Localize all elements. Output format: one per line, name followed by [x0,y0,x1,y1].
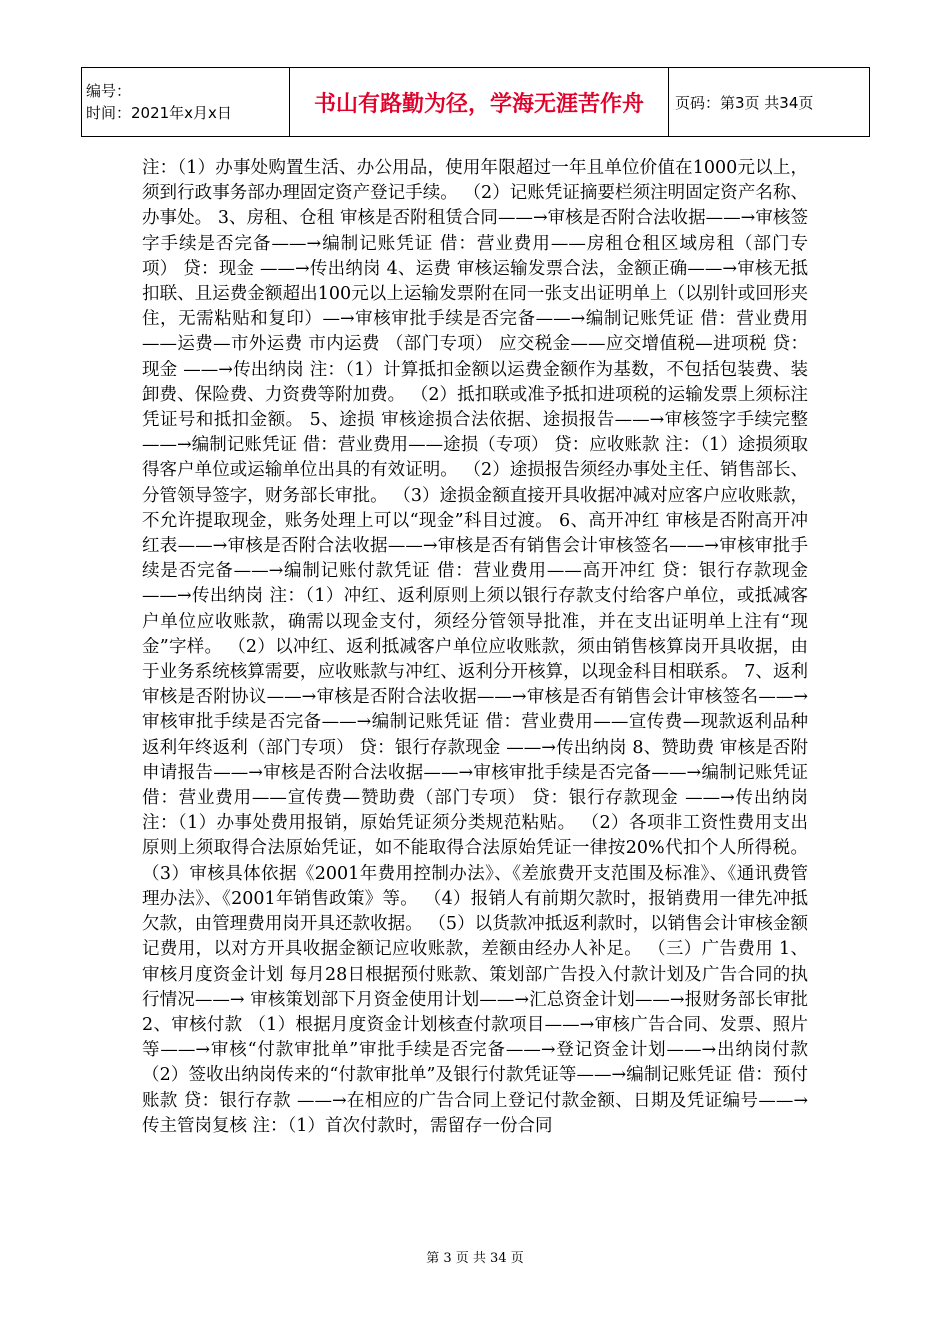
header-page-info: 页码：第3页 共34页 [669,68,870,137]
document-date-label: 时间：2021年x月x日 [86,104,232,122]
document-body-text: 注：（1）办事处购置生活、办公用品，使用年限超过一年且单位价值在1000元以上，须到行政事务部办理固定资产登记手续。 （2）记账凭证摘要栏须注明固定资产名称、办事处。 3、房租、仓租 审核是否附租赁合同——→审核是否附合法收据——→审核签字手续是否完备——→编制记账凭证 借：营业费用——房租仓租区域房租（部门专项） 贷：现金 ——→传出纳岗 4、运费 审核运输发票合法，金额正确——→审核无抵扣联、且运费金额超出100元以上运输发票附在同一张支出证明单上（以别针或回形夹住，无需粘贴和复印）—→审核审批手续是否完备——→编制记账凭证 借：营业费用——运费—市外运费 市内运费 （部门专项） 应交税金——应交增值税—进项税 贷：现金 ——→传出纳岗 注：（1）计算抵扣金额以运费金额作为基数，不包括包装费、装卸费、保险费、力资费等附加费。 （2）抵扣联或准予抵扣进项税的运输发票上须标注凭证号和抵扣金额。 5、途损 审核途损合法依据、途损报告——→审核签字手续完整——→编制记账凭证 借：营业费用——途损（专项） 贷：应收账款 注：（1）途损须取得客户单位或运输单位出具的有效证明。 （2）途损报告须经办事处主任、销售部长、分管领导签字，财务部长审批。 （3）途损金额直接开具收据冲减对应客户应收账款，不允许提取现金，账务处理上可以“现金”科目过渡。 6、高开冲红 审核是否附高开冲红表——→审核是否附合法收据——→审核是否有销售会计审核签名——→审核审批手续是否完备——→编制记账付款凭证 借：营业费用——高开冲红 贷：银行存款现金 ——→传出纳岗 注：（1）冲红、返利原则上须以银行存款支付给客户单位，或抵减客户单位应收账款，确需以现金支付，须经分管领导批准，并在支出证明单上注有“现金”字样。 （2）以冲红、返利抵减客户单位应收账款，须由销售核算岗开具收据，由于业务系统核算需要，应收账款与冲红、返利分开核算，以现金科目相联系。 7、返利 审核是否附协议——→审核是否附合法收据——→审核是否有销售会计审核签名——→审核审批手续是否完备——→编制记账凭证 借：营业费用——宣传费—现款返利品种返利年终返利（部门专项） 贷：银行存款现金 ——→传出纳岗 8、赞助费 审核是否附申请报告——→审核是否附合法收据——→审核审批手续是否完备——→编制记账凭证 借：营业费用——宣传费—赞助费（部门专项） 贷：银行存款现金 ——→传出纳岗 注：（1）办事处费用报销，原始凭证须分类规范粘贴。 （2）各项非工资性费用支出原则上须取得合法原始凭证，如不能取得合法原始凭证一律按20%代扣个人所得税。 （3）审核具体依据《2001年费用控制办法》、《差旅费开支范围及标准》、《通讯费管理办法》、《2001年销售政策》等。 （4）报销人有前期欠款时，报销费用一律先冲抵欠款，由管理费用岗开具还款收据。 （5）以货款冲抵返利款时，以销售会计审核金额记费用，以对方开具收据金额记应收账款，差额由经办人补足。 （三）广告费用 1、审核月度资金计划 每月28日根据预付账款、策划部广告投入付款计划及广告合同的执行情况——→ 审核策划部下月资金使用计划——→汇总资金计划——→报财务部长审批 2、审核付款 （1）根据月度资金计划核查付款项目——→审核广告合同、发票、照片等——→审核“付款审批单”审批手续是否完备——→登记资金计划——→出纳岗付款 （2）签收出纳岗传来的“付款审批单”及银行付款凭证等——→编制记账凭证 借：预付账款 贷：银行存款 ——→在相应的广告合同上登记付款金额、日期及凭证编号——→传主管岗复核 注：（1）首次付款时，需留存一份合同 [142,158,808,1136]
page-footer: 第 3 页 共 34 页 [426,1251,524,1266]
header-meta-cell [82,68,290,137]
page-header [81,67,870,137]
document-number-label: 编号： [86,82,132,100]
header-motto: 书山有路勤为径，学海无涯苦作舟 [290,68,669,137]
